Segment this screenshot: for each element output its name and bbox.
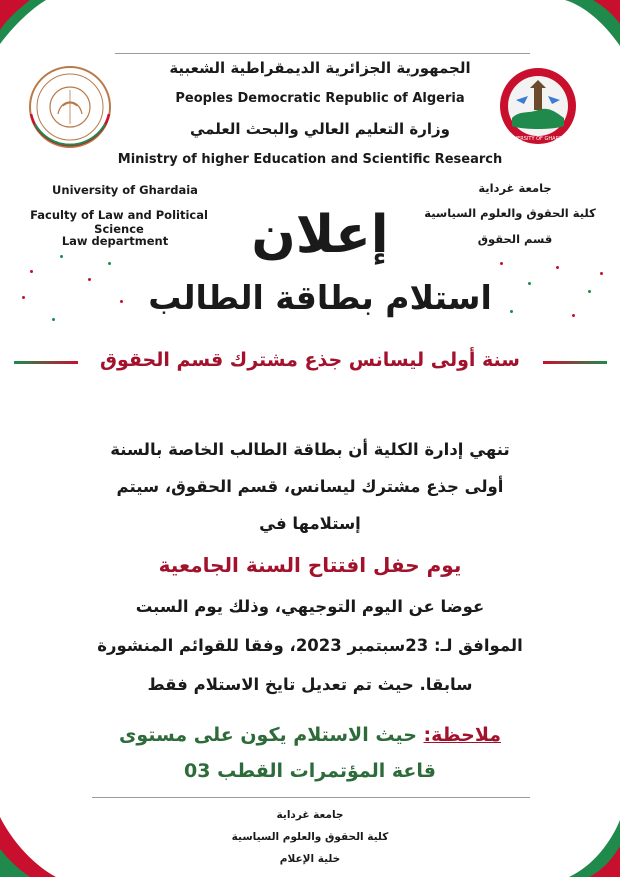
footer-faculty: كلية الحقوق والعلوم السياسية — [231, 831, 389, 843]
decor-dot — [510, 310, 513, 313]
decor-dot — [30, 270, 33, 273]
footer-university: جامعة غرداية — [276, 809, 344, 821]
corner-top-right-decoration — [545, 0, 620, 55]
corner-bottom-right-decoration — [565, 802, 620, 877]
decor-dot — [22, 296, 25, 299]
note-line-1 — [80, 724, 540, 746]
university-logo-ring-text: UNIVERSITY OF GHARDAIA — [504, 136, 572, 142]
ministry-arabic: وزارة التعليم العالي والبحث العلمي — [189, 120, 451, 138]
corner-top-left-decoration — [0, 0, 60, 60]
body-highlight: يوم حفل افتتاح السنة الجامعية — [158, 553, 462, 577]
right-faculty: كلية الحقوق والعلوم السياسية — [424, 206, 596, 220]
decor-dot — [572, 314, 575, 317]
decor-dot — [120, 300, 123, 303]
note-line-2: قاعة المؤتمرات القطب 03 — [184, 760, 436, 782]
footer-media-cell: خلية الإعلام — [279, 853, 341, 865]
decor-dot — [88, 278, 91, 281]
body-line-4: عوضا عن اليوم التوجيهي، وذلك يوم السبت — [135, 597, 485, 616]
right-department: قسم الحقوق — [477, 232, 553, 246]
decor-dot — [60, 255, 63, 258]
left-university: University of Ghardaia — [52, 183, 198, 197]
ministry-english: Ministry of higher Education and Scientific Research — [117, 152, 503, 167]
body-line-6: سابقا. حيث تم تعديل تايخ الاستلام فقط — [147, 675, 473, 694]
decor-dot — [528, 282, 531, 285]
body-line-5: الموافق لـ: 23سبتمبر 2023، وفقا للقوائم المنشورة — [97, 636, 523, 655]
decor-dot — [108, 262, 111, 265]
program-subtitle: سنة أولى ليسانس جذع مشترك قسم الحقوق — [99, 349, 520, 371]
right-university: جامعة غرداية — [478, 181, 552, 195]
announcement-title: إعلان — [251, 205, 389, 265]
body-line-1: تنهي إدارة الكلية أن بطاقة الطالب الخاصة بالسنة — [110, 440, 510, 459]
left-department: Law department — [61, 234, 169, 248]
university-logo — [498, 66, 578, 146]
subtitle-rule-left — [14, 361, 78, 364]
body-line-3: إستلامها في — [259, 514, 361, 533]
corner-bottom-left-decoration — [0, 797, 60, 877]
body-line-2: أولى جذع مشترك ليسانس، قسم الحقوق، سيتم — [116, 477, 504, 496]
announcement-subtitle: استلام بطاقة الطالب — [148, 278, 492, 317]
top-rule — [115, 53, 530, 54]
republic-english: Peoples Democratic Republic of Algeria — [175, 91, 465, 106]
decor-dot — [588, 290, 591, 293]
left-faculty: Faculty of Law and Political Science — [30, 208, 208, 236]
note-text: حيث الاستلام يكون على مستوى — [118, 724, 424, 746]
decor-dot — [52, 318, 55, 321]
decor-dot — [600, 272, 603, 275]
faculty-seal-logo — [25, 62, 115, 152]
subtitle-rule-right — [543, 361, 607, 364]
republic-arabic: الجمهورية الجزائرية الديمقراطية الشعبية — [169, 59, 471, 77]
note-label: ملاحظة: — [423, 724, 502, 746]
decor-dot — [500, 262, 503, 265]
bottom-rule — [92, 797, 530, 798]
decor-dot — [556, 266, 559, 269]
